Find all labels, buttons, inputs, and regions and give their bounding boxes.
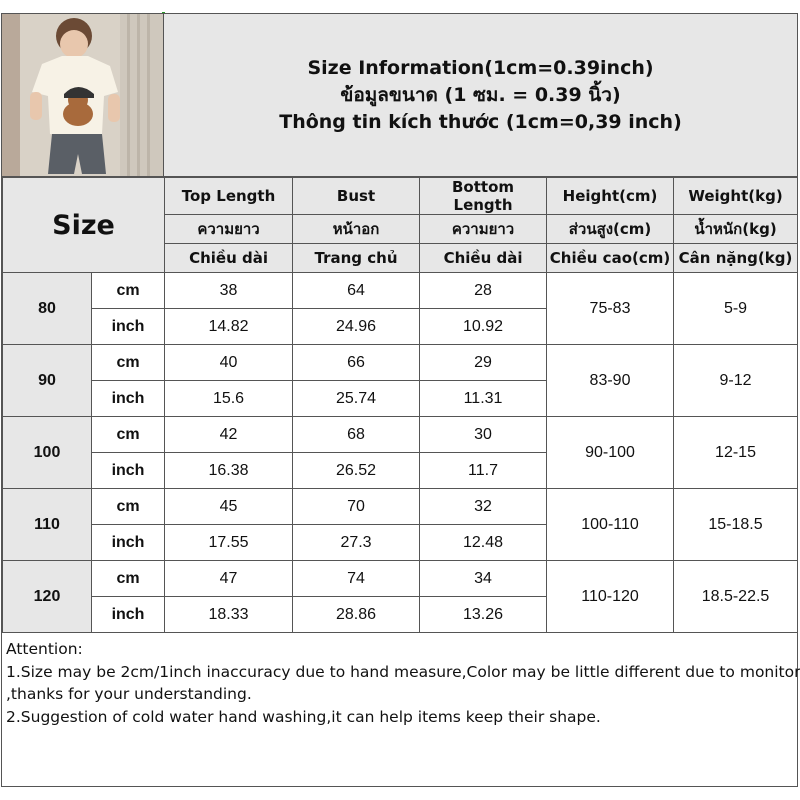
attention-note-1-continued: ,thanks for your understanding. [6,685,252,703]
weight-range: 9-12 [674,345,798,417]
bust-inch: 28.86 [293,597,420,633]
bottom-length-inch: 12.48 [420,525,547,561]
bottom-length-cm: 32 [420,489,547,525]
size-cell: 120 [3,561,92,633]
product-photo-illustration [2,14,164,177]
bust-inch: 27.3 [293,525,420,561]
unit-inch: inch [92,309,165,345]
col-bottom-length-th: ความยาว [420,215,547,244]
bottom-length-inch: 10.92 [420,309,547,345]
col-bust-th: หน้าอก [293,215,420,244]
top-length-inch: 16.38 [165,453,293,489]
size-chart [1,13,798,787]
bottom-length-cm: 34 [420,561,547,597]
unit-inch: inch [92,453,165,489]
table-row [3,489,798,525]
unit-cm: cm [92,345,165,381]
weight-range: 18.5-22.5 [674,561,798,633]
bust-cm: 74 [293,561,420,597]
top-length-inch: 15.6 [165,381,293,417]
table-row [3,345,798,381]
weight-range: 15-18.5 [674,489,798,561]
table-row [3,417,798,453]
height-range: 100-110 [547,489,674,561]
size-table [2,177,798,633]
top-length-cm: 38 [165,273,293,309]
title-thai: ข้อมูลขนาด (1 ซม. = 0.39 นิ้ว) [340,83,621,106]
unit-inch: inch [92,381,165,417]
col-height-vi: Chiều cao(cm) [547,244,674,273]
top-length-cm: 45 [165,489,293,525]
bust-inch: 24.96 [293,309,420,345]
col-height-th: ส่วนสูง(cm) [547,215,674,244]
size-cell: 80 [3,273,92,345]
col-bust-vi: Trang chủ [293,244,420,273]
height-range: 75-83 [547,273,674,345]
col-bottom-length-en: Bottom Length [420,178,547,215]
product-photo [2,14,164,177]
unit-cm: cm [92,489,165,525]
table-row [3,561,798,597]
height-range: 110-120 [547,561,674,633]
unit-cm: cm [92,273,165,309]
top-length-inch: 17.55 [165,525,293,561]
height-range: 83-90 [547,345,674,417]
attention-heading: Attention: [6,640,83,658]
table-row [3,273,798,309]
bust-inch: 25.74 [293,381,420,417]
col-weight-en: Weight(kg) [674,178,798,215]
col-bottom-length-vi: Chiều dài [420,244,547,273]
bottom-length-inch: 11.31 [420,381,547,417]
top-length-inch: 18.33 [165,597,293,633]
col-bust-en: Bust [293,178,420,215]
unit-inch: inch [92,525,165,561]
attention-note-2: 2.Suggestion of cold water hand washing,it can help items keep their shape. [6,707,601,726]
weight-range: 12-15 [674,417,798,489]
bottom-length-cm: 29 [420,345,547,381]
title-english: Size Information(1cm=0.39inch) [307,56,654,79]
top-length-cm: 42 [165,417,293,453]
col-height-en: Height(cm) [547,178,674,215]
top-length-inch: 14.82 [165,309,293,345]
size-cell: 90 [3,345,92,417]
col-weight-th: น้ำหนัก(kg) [674,215,798,244]
bust-inch: 26.52 [293,453,420,489]
bottom-length-inch: 13.26 [420,597,547,633]
top-length-cm: 40 [165,345,293,381]
bottom-length-cm: 28 [420,273,547,309]
top-length-cm: 47 [165,561,293,597]
weight-range: 5-9 [674,273,798,345]
attention-note-1: 1.Size may be 2cm/1inch inaccuracy due to hand measure,Color may be little different due to monitor [6,662,800,681]
col-top-length-vi: Chiều dài [165,244,293,273]
col-top-length-en: Top Length [165,178,293,215]
header-row-english [3,178,798,215]
col-top-length-th: ความยาว [165,215,293,244]
bottom-length-cm: 30 [420,417,547,453]
size-cell: 110 [3,489,92,561]
bust-cm: 66 [293,345,420,381]
bust-cm: 68 [293,417,420,453]
bottom-length-inch: 11.7 [420,453,547,489]
bust-cm: 64 [293,273,420,309]
size-information-title [164,14,797,177]
unit-cm: cm [92,561,165,597]
bust-cm: 70 [293,489,420,525]
size-cell: 100 [3,417,92,489]
col-weight-vi: Cân nặng(kg) [674,244,798,273]
size-header: Size [3,178,165,273]
attention-notes [2,635,800,786]
title-vietnamese: Thông tin kích thước (1cm=0,39 inch) [279,110,682,133]
unit-cm: cm [92,417,165,453]
height-range: 90-100 [547,417,674,489]
unit-inch: inch [92,597,165,633]
